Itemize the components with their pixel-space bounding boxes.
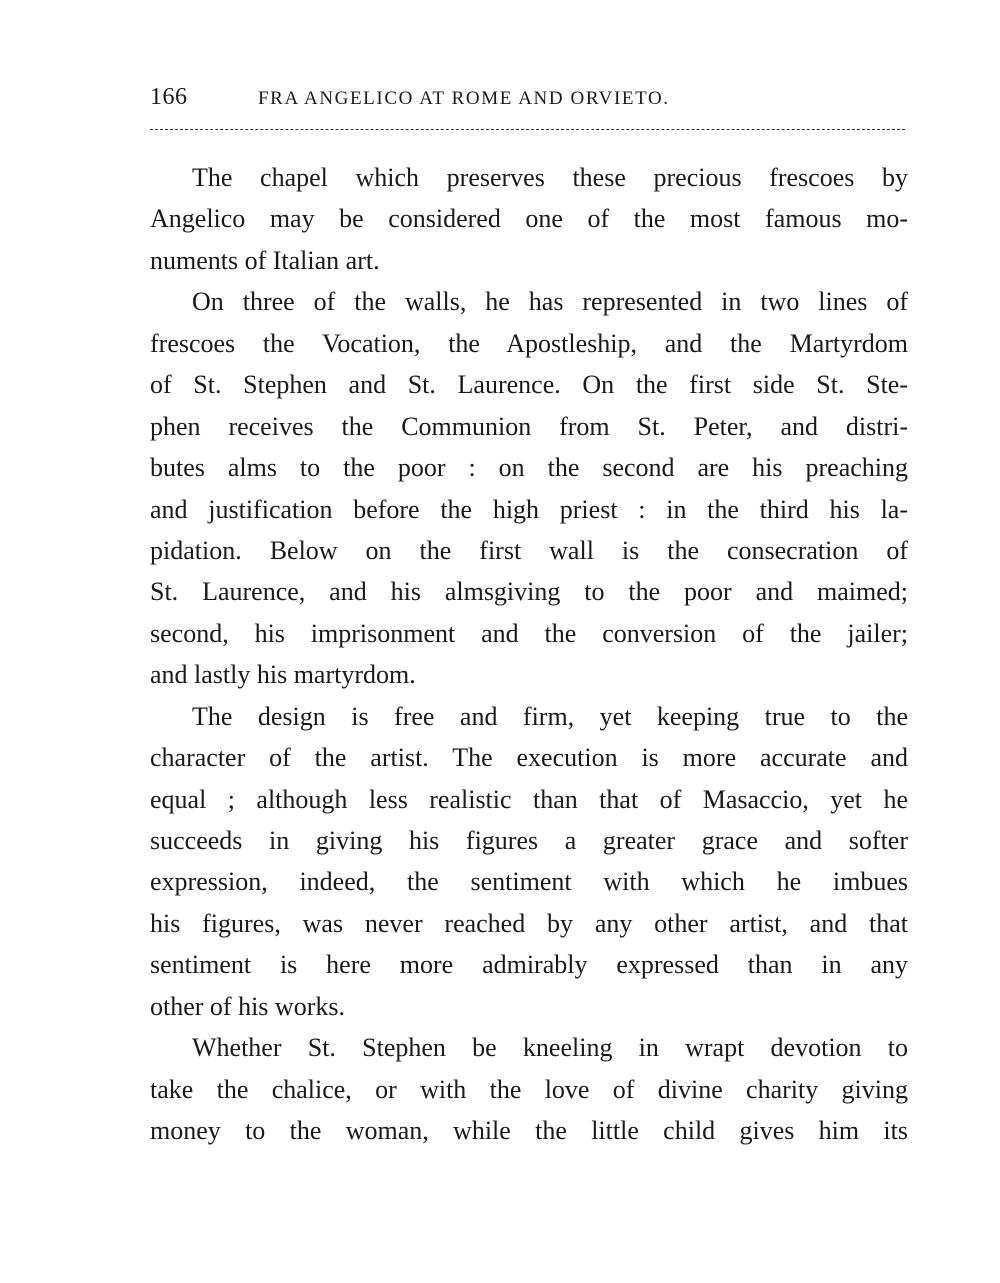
text-line: money to the woman, while the little child gives him its bbox=[150, 1116, 908, 1146]
running-head: FRA ANGELICO AT ROME AND ORVIETO. bbox=[258, 88, 670, 109]
text-line: equal ; although less realistic than that of Masaccio, yet he bbox=[150, 784, 908, 814]
paragraph bbox=[150, 157, 908, 281]
text-line: and lastly his martyrdom. bbox=[150, 660, 416, 690]
text-line: frescoes the Vocation, the Apostleship, and the Martyrdom bbox=[150, 328, 908, 358]
text-line: numents of Italian art. bbox=[150, 245, 380, 275]
text-line: St. Laurence, and his almsgiving to the poor and maimed; bbox=[150, 577, 908, 607]
text-line: On three of the walls, he has represented in two lines of bbox=[192, 287, 908, 317]
paragraph bbox=[150, 1027, 908, 1151]
text-line: of St. Stephen and St. Laurence. On the first side St. Ste- bbox=[150, 370, 908, 400]
text-line: butes alms to the poor : on the second are his preaching bbox=[150, 453, 908, 483]
text-line: The chapel which preserves these precious frescoes by bbox=[192, 163, 908, 192]
body-text bbox=[150, 157, 908, 1152]
text-line: phen receives the Communion from St. Peter, and distri- bbox=[150, 411, 908, 441]
text-line: expression, indeed, the sentiment with which he imbues bbox=[150, 867, 908, 897]
text-line: and justification before the high priest : in the third his la- bbox=[150, 494, 908, 524]
text-line: Angelico may be considered one of the most famous mo- bbox=[150, 204, 908, 234]
text-line: sentiment is here more admirably expressed than in any bbox=[150, 950, 908, 980]
text-line: other of his works. bbox=[150, 991, 345, 1021]
page-number: 166 bbox=[150, 84, 188, 110]
text-line: Whether St. Stephen be kneeling in wrapt devotion to bbox=[192, 1033, 908, 1063]
paragraph bbox=[150, 696, 908, 1028]
text-line: second, his imprisonment and the conversion of the jailer; bbox=[150, 618, 908, 648]
text-line: his figures, was never reached by any other artist, and that bbox=[150, 908, 908, 938]
text-line: pidation. Below on the first wall is the consecration of bbox=[150, 535, 908, 565]
text-line: The design is free and firm, yet keeping true to the bbox=[192, 701, 908, 731]
text-line: character of the artist. The execution is more accurate and bbox=[150, 743, 908, 773]
text-line: succeeds in giving his figures a greater grace and softer bbox=[150, 826, 908, 855]
text-line: take the chalice, or with the love of divine charity giving bbox=[150, 1074, 908, 1104]
header-rule bbox=[150, 129, 905, 130]
paragraph bbox=[150, 281, 908, 695]
